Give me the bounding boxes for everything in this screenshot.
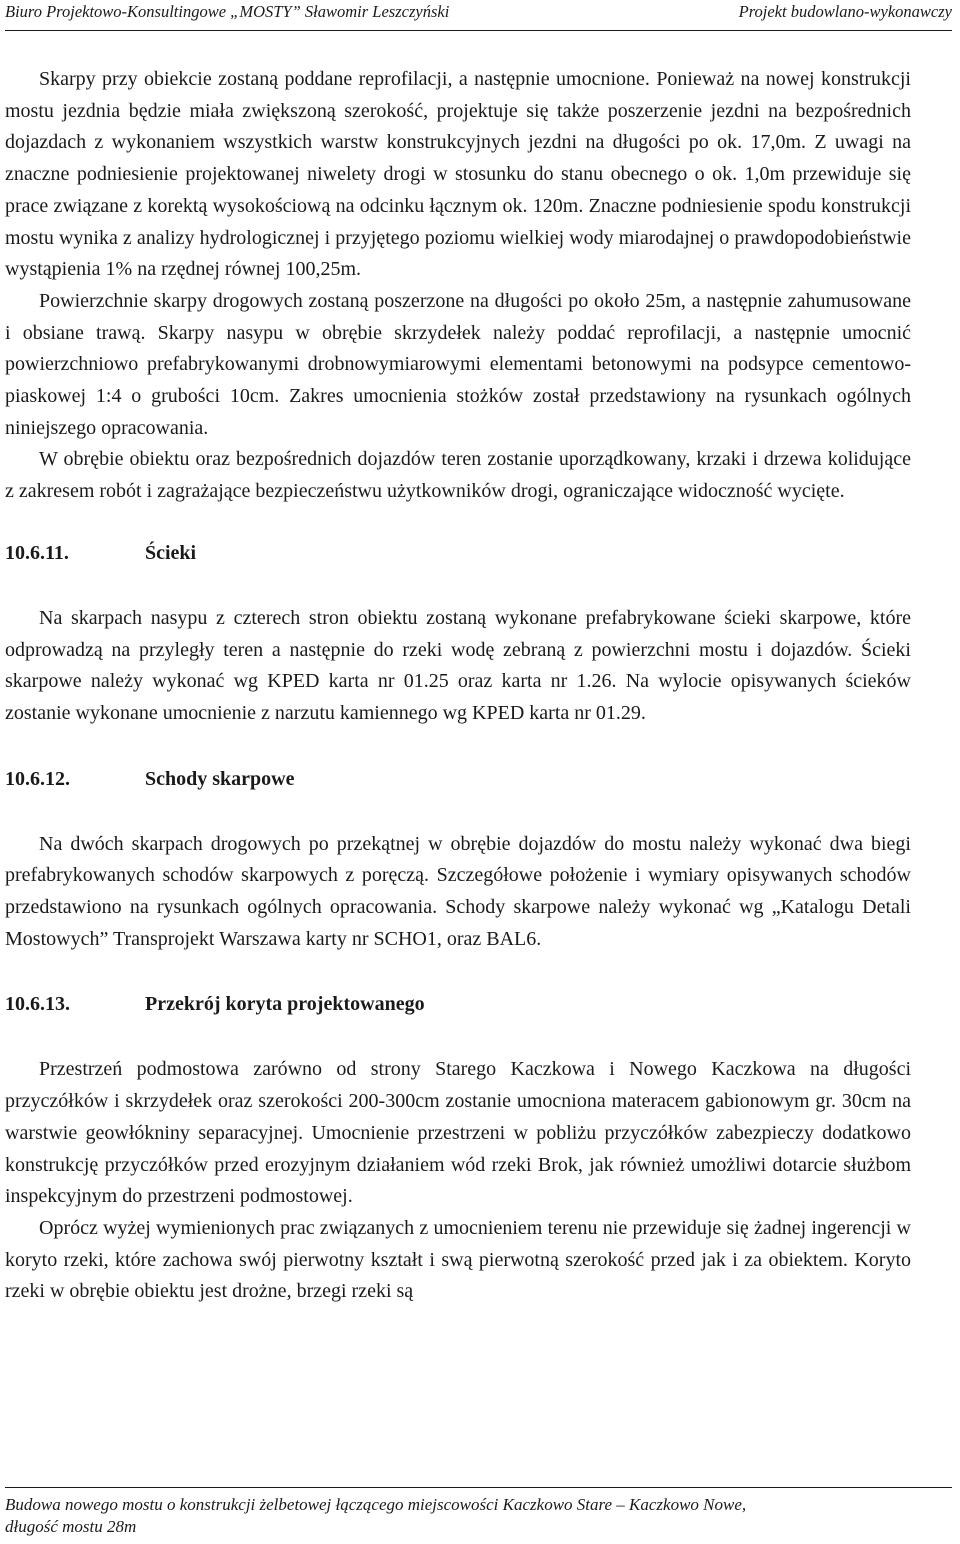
- paragraph: Przestrzeń podmostowa zarówno od strony Starego Kaczkowa i Nowego Kaczkowa na długości przyczółków i skrzydełek oraz szerokości 200-300cm zostanie umocniona materacem gabionowym gr. 30cm na warstwie geowłókniny separacyjnej. Umocnienie przestrzeni w pobliżu przyczółków zabezpieczy dodatkowo konstrukcję przyczółków przed erozyjnym działaniem wód rzeki Brok, jak również umożliwi dotarcie służbom inspekcyjnym do przestrzeni podmostowej.: [5, 1058, 911, 1208]
- section-heading-sciekki: [5, 538, 911, 568]
- page-header: [5, 0, 952, 31]
- footer-line-2: długość mostu 28m: [5, 1517, 137, 1536]
- page-footer: [5, 1487, 952, 1538]
- paragraph: W obrębie obiektu oraz bezpośrednich dojazdów teren zostanie uporządkowany, krzaki i drzewa kolidujące z zakresem robót i zagrażające bezpieczeństwu użytkowników drogi, ograniczające widoczność wycięte.: [5, 448, 911, 503]
- section-title: Przekrój koryta projektowanego: [145, 993, 425, 1016]
- document-body: [5, 64, 911, 1308]
- section-heading-przekroj: [5, 989, 911, 1019]
- section-heading-schody: [5, 764, 911, 794]
- paragraph: Skarpy przy obiekcie zostaną poddane reprofilacji, a następnie umocnione. Ponieważ na nowej konstrukcji mostu jezdnia będzie miała zwiększoną szerokość, projektuje się także poszerzenie jezdni na bezpośrednich dojazdach z wykonaniem wszystkich warstw konstrukcyjnych jezdni na długości po ok. 17,0m. Z uwagi na znaczne podniesienie projektowanej niwelety drogi w stosunku do stanu obecnego o ok. 1,0m przewiduje się prace związane z korektą wysokościową na odcinku łącznym ok. 120m. Znaczne podniesienie spodu konstrukcji mostu wynika z analizy hydrologicznej i przyjętego poziomu wielkiej wody miarodajnej o prawdopodobieństwie wystąpienia 1% na rzędnej równej 100,25m.: [5, 68, 911, 281]
- paragraph: Na skarpach nasypu z czterech stron obiektu zostaną wykonane prefabrykowane ścieki skarpowe, które odprowadzą na przyległy teren a następnie do rzeki wodę zebraną z powierzchni mostu i dojazdów. Ścieki skarpowe należy wykonać wg KPED karta nr 01.25 oraz karta nr 1.26. Na wylocie opisywanych ścieków zostanie wykonane umocnienie z narzutu kamiennego wg KPED karta nr 01.29.: [5, 606, 911, 724]
- header-company: Biuro Projektowo-Konsultingowe „MOSTY” Sławomir Leszczyński: [5, 2, 450, 21]
- header-project-type: Projekt budowlano-wykonawczy: [738, 2, 952, 21]
- section-title: Schody skarpowe: [145, 767, 295, 790]
- paragraph: Na dwóch skarpach drogowych po przekątnej w obrębie dojazdów do mostu należy wykonać dwa biegi prefabrykowanych schodów skarpowych z poręczą. Szczegółowe położenie i wymiary opisywanych schodów przedstawiono na rysunkach ogólnych opracowania. Schody skarpowe należy wykonać wg „Katalogu Detali Mostowych” Transprojekt Warszawa karty nr SCHO1, oraz BAL6.: [5, 832, 911, 950]
- section-number: 10.6.11.: [5, 541, 69, 564]
- footer-line-1: Budowa nowego mostu o konstrukcji żelbetowej łączącego miejscowości Kaczkowo Stare – Kaczkowo Nowe,: [5, 1495, 747, 1514]
- paragraph: Powierzchnie skarpy drogowych zostaną poszerzone na długości po około 25m, a następnie zahumusowane i obsiane trawą. Skarpy nasypu w obrębie skrzydełek należy poddać reprofilacji, a następnie umocnić powierzchniowo prefabrykowanymi drobnowymiarowymi elementami betonowymi na podsypce cementowo-piaskowej 1:4 o grubości 10cm. Zakres umocnienia stożków został przedstawiony na rysunkach ogólnych niniejszego opracowania.: [5, 289, 911, 439]
- paragraph: Oprócz wyżej wymienionych prac związanych z umocnieniem terenu nie przewiduje się żadnej ingerencji w koryto rzeki, które zachowa swój pierwotny kształt i swą pierwotną szerokość przed jak i za obiektem. Koryto rzeki w obrębie obiektu jest drożne, brzegi rzeki są: [5, 1216, 911, 1303]
- section-number: 10.6.12.: [5, 767, 70, 790]
- section-title: Ścieki: [145, 541, 197, 564]
- section-number: 10.6.13.: [5, 993, 70, 1016]
